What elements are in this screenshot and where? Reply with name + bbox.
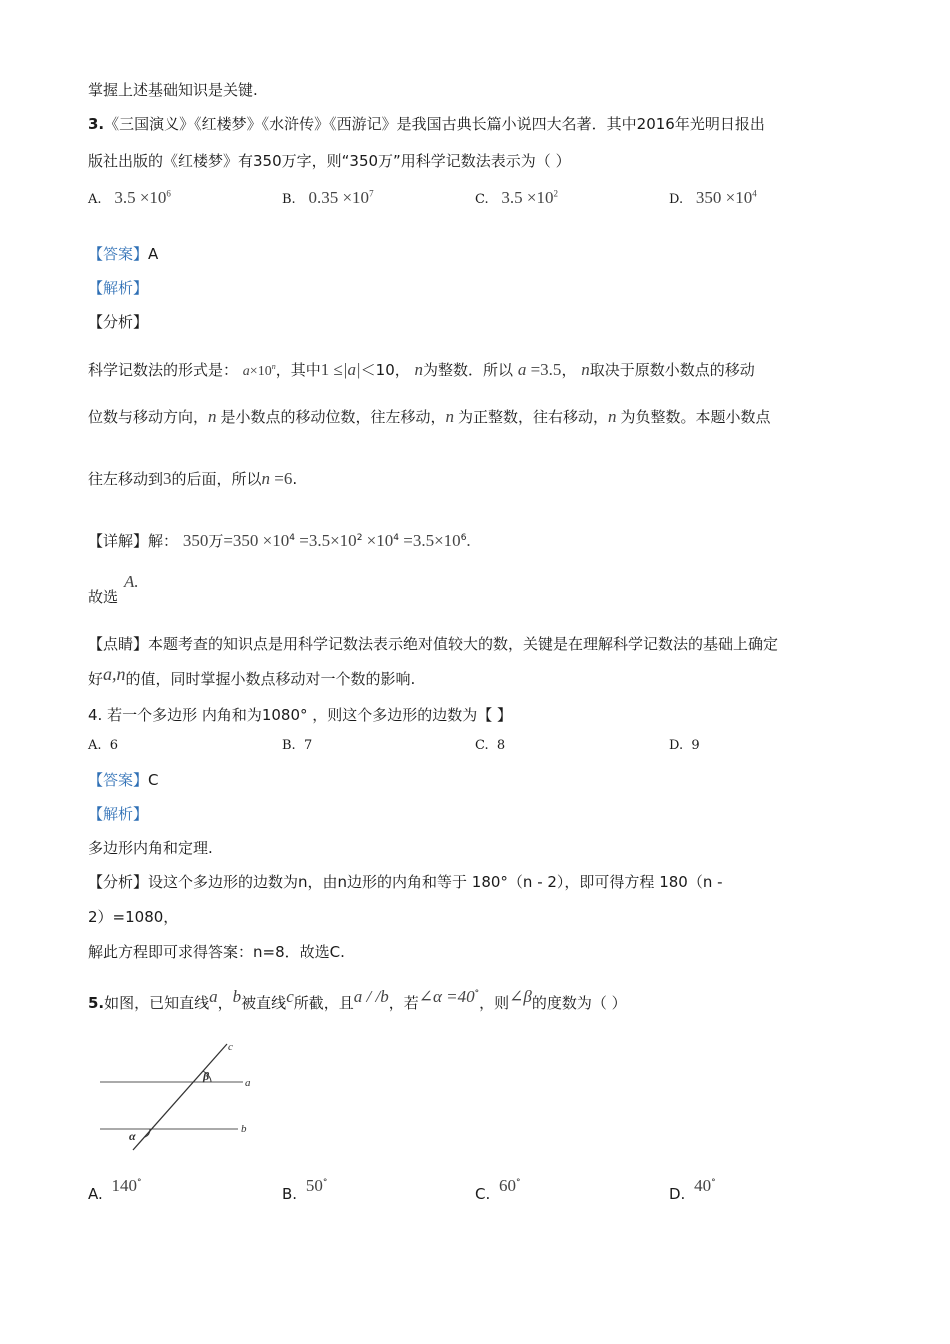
q3-fenxi-line2: 位数与移动方向，n 是小数点的移动位数，往左移动，n 为正整数，往右移动，n 为负整数。本题小数点 [88, 407, 771, 426]
option-value: $3.5 \times 10^2$ [501, 188, 558, 207]
q4-option-c[interactable]: C. 8 [475, 738, 506, 753]
label-c: c [228, 1041, 233, 1053]
answer-tag: 【答案】 [88, 245, 149, 263]
parallel-lines-figure [95, 1040, 265, 1152]
q4-theorem: 多边形内角和定理. [88, 839, 213, 857]
label-alpha: α [129, 1129, 136, 1143]
option-label: C. [475, 192, 489, 207]
q3-choose-value: A. [124, 572, 139, 591]
option-label: A. [88, 192, 102, 207]
answer-value: A [148, 245, 159, 263]
q5-option-b[interactable]: B. 50° [282, 1176, 328, 1203]
q3-text-line1: 《三国演义》《红楼梦》《水浒传》《西游记》是我国古典长篇小说四大名著．其中2016年光明日报出 [104, 115, 765, 133]
q3-jiexi-tag: 【解析】 [88, 279, 149, 297]
q3-detail: 【详解】解： 350万$=350 \times 10^4 =3.5\times 10^2 \times 10^4 =3.5\times 10^6$. [88, 531, 471, 550]
line-c [133, 1044, 227, 1150]
label-a: a [245, 1077, 251, 1089]
q5-option-c[interactable]: C. 60° [475, 1176, 521, 1203]
label-b: b [241, 1123, 247, 1135]
q4-option-d[interactable]: D. 9 [669, 738, 700, 753]
q3-point-line2: 好a,n的值，同时掌握小数点移动对一个数的影响. [88, 664, 416, 688]
option-label: D. [669, 192, 684, 207]
q3-number: 3. [88, 115, 105, 133]
q3-fenxi-line1: 科学记数法的形式是： $a\times 10^n$，其中1 ≤|a|＜10， n为整数．所以 a =3.5， n取决于原数小数点的移动 [88, 360, 755, 379]
option-value: $0.35 \times 10^7$ [308, 188, 374, 207]
q4-fenxi-line1: 【分析】设这个多边形的边数为n，由n边形的内角和等于 180°（n - 2），即可得方程 180（n - [88, 873, 723, 891]
label-beta: β [203, 1069, 210, 1083]
option-value: $350 \times 10^4$ [695, 188, 757, 207]
q4-question: 4. 若一个多边形 内角和为1080° ，则这个多边形的边数为【 】 [88, 706, 513, 724]
q3-line1 [88, 114, 765, 134]
q4-fenxi-line2: 2）=1080， [88, 908, 179, 926]
q3-answer [88, 244, 158, 264]
q3-fenxi-tag: 【分析】 [88, 313, 149, 331]
option-value: $3.5 \times 10^6$ [114, 188, 171, 207]
q5-question: 5.如图，已知直线a，b被直线c所截，且a / /b，若∠α =40°，则∠β的度数为（ ） [88, 987, 627, 1012]
q4-fenxi-line3: 解此方程即可求得答案：n=8．故选C. [88, 943, 345, 961]
option-label: B. [282, 192, 296, 207]
q3-option-c[interactable] [475, 188, 558, 208]
q3-choose: 故选 [88, 588, 119, 606]
q3-option-d[interactable] [669, 188, 757, 208]
q3-option-a[interactable] [88, 188, 171, 208]
q3-point-line1: 【点睛】本题考查的知识点是用科学记数法表示绝对值较大的数，关键是在理解科学记数法的基础上确定 [88, 635, 779, 653]
q4-option-b[interactable]: B. 7 [282, 738, 313, 753]
q4-jiexi-tag: 【解析】 [88, 805, 149, 823]
q4-answer: 【答案】C [88, 771, 159, 789]
q5-option-a[interactable]: A. 140° [88, 1176, 142, 1203]
q3-fenxi-line3: 往左移动到3的后面，所以n =6. [88, 469, 298, 488]
q3-line2: 版社出版的《红楼梦》有350万字，则“350万”用科学记数法表示为（ ） [88, 152, 571, 170]
q4-option-a[interactable]: A. 6 [88, 738, 119, 753]
q3-option-b[interactable] [282, 188, 374, 208]
intro-text: 掌握上述基础知识是关键. [88, 81, 258, 99]
q5-option-d[interactable]: D. 40° [669, 1176, 716, 1203]
